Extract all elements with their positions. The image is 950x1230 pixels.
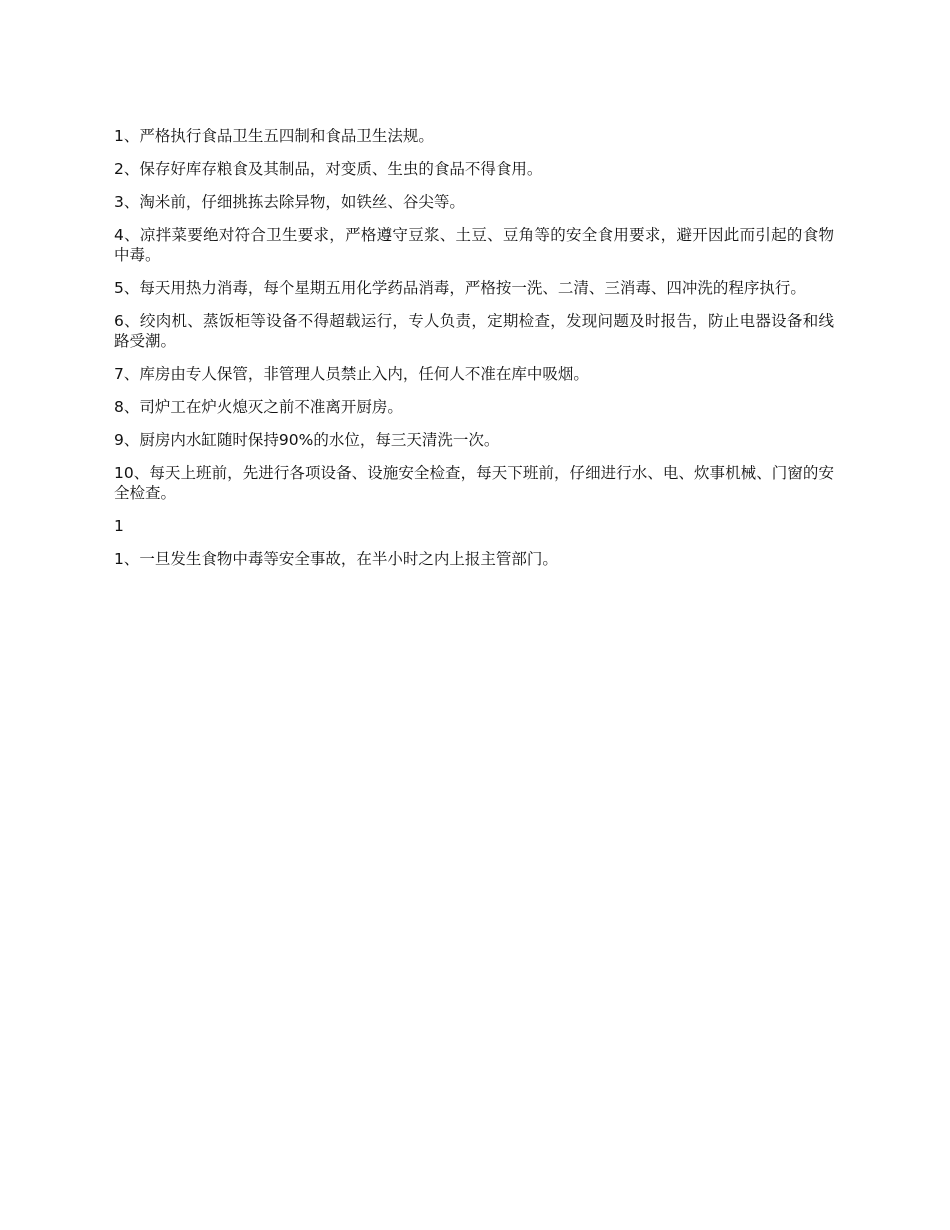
report-paragraph-1: 1、一旦发生食物中毒等安全事故，在半小时之内上报主管部门。 [114, 550, 558, 568]
document-body [114, 126, 834, 582]
rule-paragraph-8: 8、司炉工在炉火熄灭之前不准离开厨房。 [114, 398, 403, 416]
rule-paragraph-7: 7、库房由专人保管，非管理人员禁止入内，任何人不准在库中吸烟。 [114, 365, 589, 383]
rule-paragraph-1: 1、严格执行食品卫生五四制和食品卫生法规。 [114, 127, 434, 145]
rule-paragraph-10: 10、每天上班前，先进行各项设备、设施安全检查，每天下班前，仔细进行水、电、炊事机械、门窗的安全检查。 [114, 464, 834, 502]
rule-paragraph-5: 5、每天用热力消毒，每个星期五用化学药品消毒，严格按一洗、二清、三消毒、四冲洗的程序执行。 [114, 279, 806, 297]
section-number: 1 [114, 517, 124, 535]
rule-paragraph-6: 6、绞肉机、蒸饭柜等设备不得超载运行，专人负责，定期检查，发现问题及时报告，防止电器设备和线路受潮。 [114, 312, 834, 350]
rule-paragraph-9: 9、厨房内水缸随时保持90%的水位，每三天清洗一次。 [114, 431, 500, 449]
rule-paragraph-4: 4、凉拌菜要绝对符合卫生要求，严格遵守豆浆、土豆、豆角等的安全食用要求，避开因此而引起的食物中毒。 [114, 226, 834, 264]
rule-paragraph-3: 3、淘米前，仔细挑拣去除异物，如铁丝、谷尖等。 [114, 193, 465, 211]
rule-paragraph-2: 2、保存好库存粮食及其制品，对变质、生虫的食品不得食用。 [114, 160, 543, 178]
